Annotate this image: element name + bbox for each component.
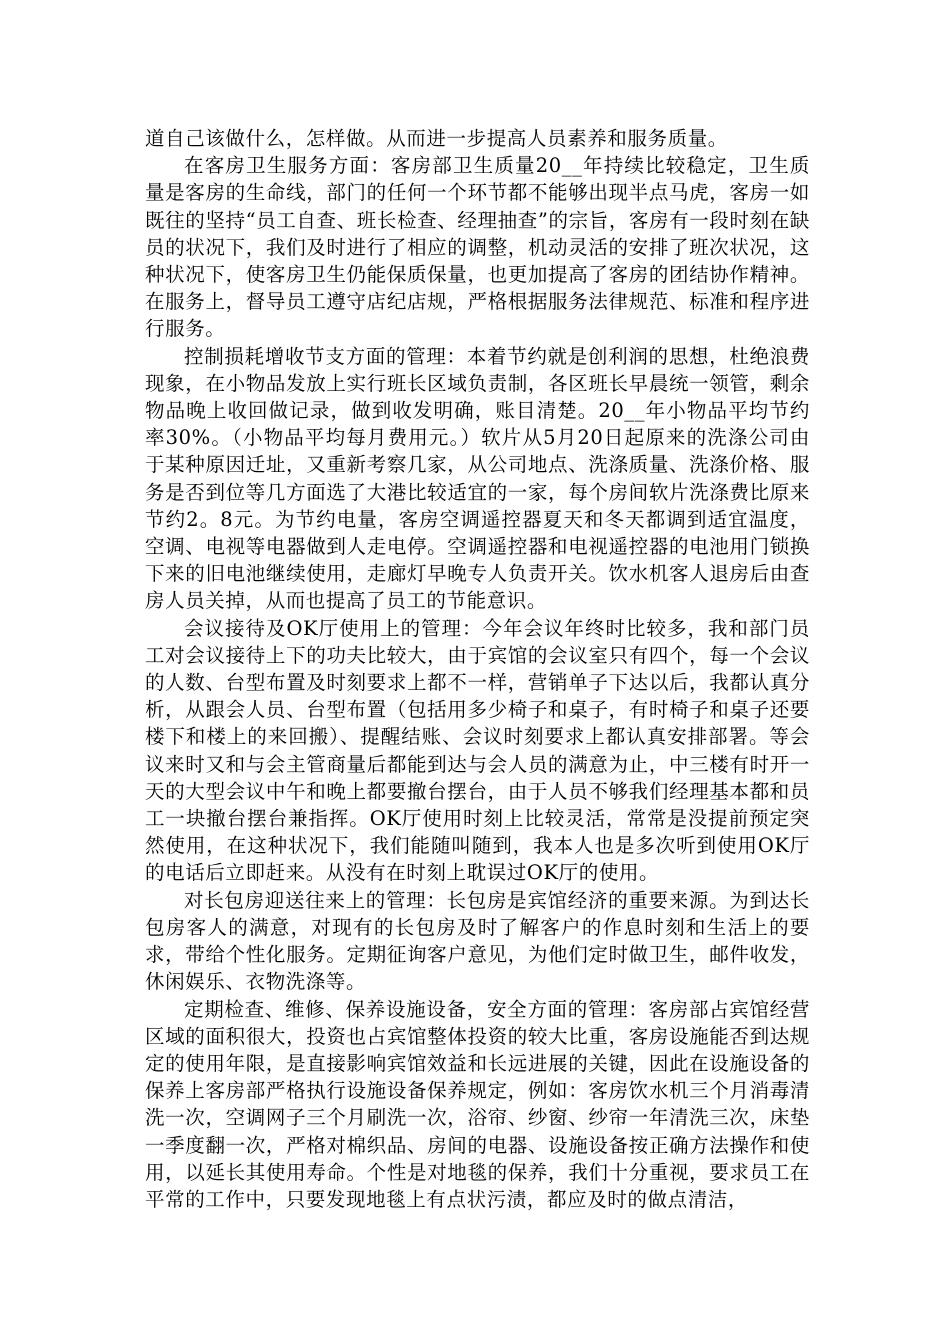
paragraph-continuation: 道自己该做什么，怎样做。从而进一步提高人员素养和服务质量。 [145,127,728,150]
document-body [145,125,810,1213]
paragraph-housekeeping-hygiene: 在客房卫生服务方面：客房部卫生质量20__年持续比较稳定，卫生质量是客房的生命线，部门的任何一个环节都不能够出现半点马虎，客房一如既往的坚持“员工自查、班长检查、经理抽查”的宗旨，客房有一段时刻在缺员的状况下，我们及时进行了相应的调整，机动灵活的安排了班次状况，这种状况下，使客房卫生仍能保质保量，也更加提高了客房的团结协作精神。在服务上，督导员工遵守店纪店规，严格根据服务法律规范、标准和程序进行服务。 [145,154,810,341]
paragraph-meeting-ok-hall: 会议接待及OK厅使用上的管理：今年会议年终时比较多，我和部门员工对会议接待上下的功夫比较大，由于宾馆的会议室只有四个，每一个会议的人数、台型布置及时刻要求上都不一样，营销单子下达以后，我都认真分析，从跟会人员、台型布置（包括用多少椅子和桌子，有时椅子和桌子还要楼下和楼上的来回搬）、提醒结账、会议时刻要求上都认真安排部署。等会议来时又和与会主管商量后都能到达与会人员的满意为止，中三楼有时开一天的大型会议中午和晚上都要撤台摆台，由于人员不够我们经理基本都和员工一块撤台摆台兼指挥。OK厅使用时刻上比较灵活，常常是没提前预定突然使用，在这种状况下，我们能随叫随到，我本人也是多次听到使用OK厅的电话后立即赶来。从没有在时刻上耽误过OK厅的使用。 [145,616,810,885]
paragraph-long-stay-rooms: 对长包房迎送往来上的管理：长包房是宾馆经济的重要来源。为到达长包房客人的满意，对现有的长包房及时了解客户的作息时刻和生活上的要求，带给个性化服务。定期征询客户意见，为他们定时做卫生，邮件收发，休闲娱乐、衣物洗涤等。 [145,888,810,994]
paragraph-cost-control: 控制损耗增收节支方面的管理：本着节约就是创利润的思想，杜绝浪费现象，在小物品发放上实行班长区域负责制，各区班长早晨统一领管，剩余物品晚上收回做记录，做到收发明确，账目清楚。20__年小物品平均节约率30%。（小物品平均每月费用元。）软片从5月20日起原来的洗涤公司由于某种原因迁址，又重新考察几家，从公司地点、洗涤质量、洗涤价格、服务是否到位等几方面选了大港比较适宜的一家，每个房间软片洗涤费比原来节约2。8元。为节约电量，客房空调遥控器夏天和冬天都调到适宜温度，空调、电视等电器做到人走电停。空调遥控器和电视遥控器的电池用门锁换下来的旧电池继续使用，走廊灯早晚专人负责开关。饮水机客人退房后由查房人员关掉，从而也提高了员工的节能意识。 [145,344,810,613]
paragraph-facility-maintenance: 定期检查、维修、保养设施设备，安全方面的管理：客房部占宾馆经营区域的面积很大，投资也占宾馆整体投资的较大比重，客房设施能否到达规定的使用年限，是直接影响宾馆效益和长远进展的关键，因此在设施设备的保养上客房部严格执行设施设备保养规定，例如：客房饮水机三个月消毒清洗一次，空调网子三个月刷洗一次，浴帘、纱窗、纱帘一年清洗三次，床垫一季度翻一次，严格对棉织品、房间的电器、设施设备按正确方法操作和使用，以延长其使用寿命。个性是对地毯的保养，我们十分重视，要求员工在平常的工作中，只要发现地毯上有点状污渍，都应及时的做点清洁， [145,997,810,1211]
